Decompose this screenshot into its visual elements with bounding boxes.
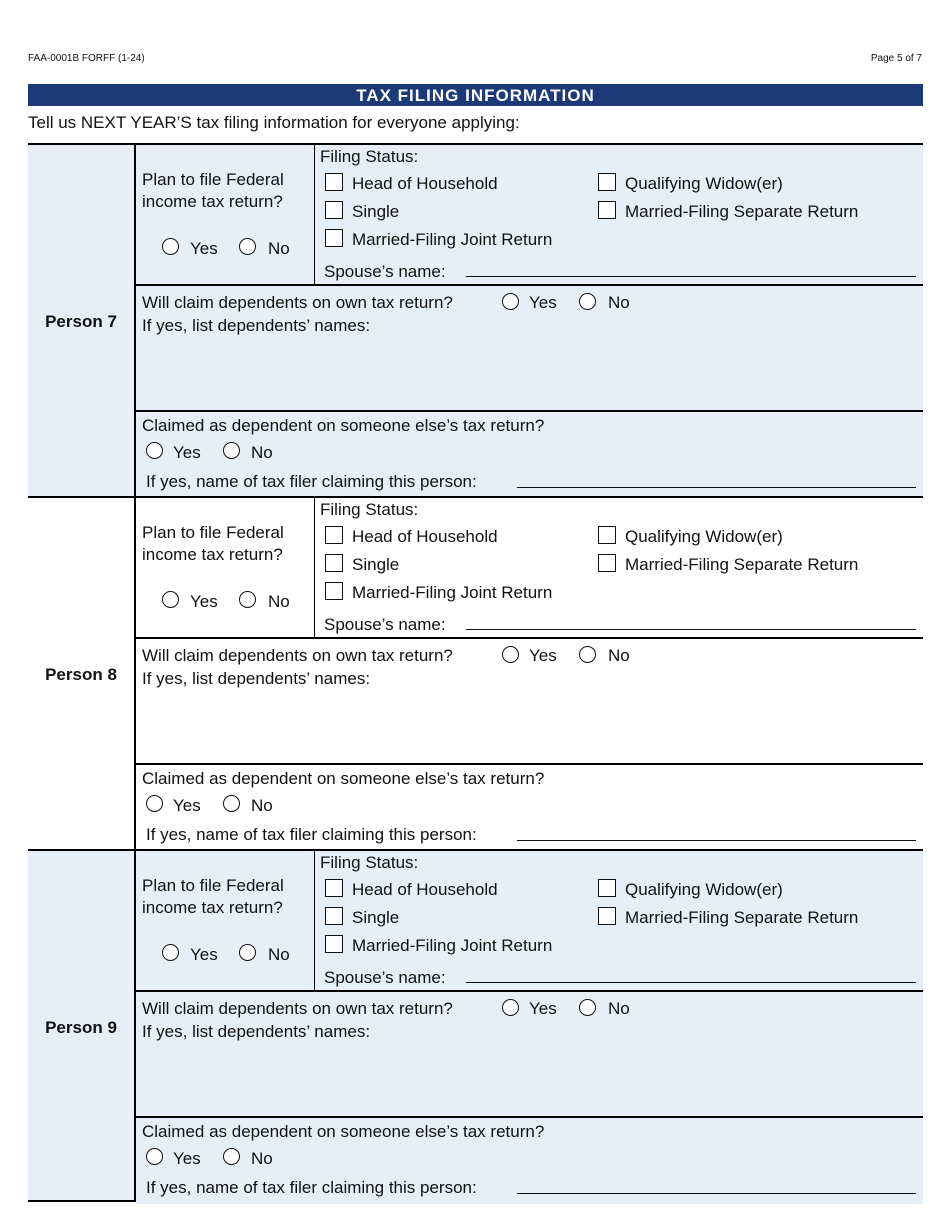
claimed-yes-radio[interactable] xyxy=(146,795,163,812)
plan-to-file-cell xyxy=(136,851,315,990)
married-separate-label: Married-Filing Separate Return xyxy=(625,908,859,927)
claim-no-label: No xyxy=(608,646,630,665)
claimed-no-label: No xyxy=(251,443,273,462)
filing-row xyxy=(136,851,923,992)
claimed-row xyxy=(136,412,923,498)
form-id: FAA-0001B FORFF (1-24) xyxy=(28,53,145,64)
claimed-yes-radio[interactable] xyxy=(146,1148,163,1165)
spouse-name-field[interactable] xyxy=(466,276,916,277)
single-checkbox[interactable] xyxy=(325,907,343,925)
plan-yes-radio[interactable] xyxy=(162,591,179,608)
person-label-cell xyxy=(28,498,136,849)
plan-to-file-label-1: Plan to file Federal xyxy=(142,876,284,895)
single-checkbox[interactable] xyxy=(325,554,343,572)
plan-to-file-cell xyxy=(136,145,315,284)
married-separate-checkbox[interactable] xyxy=(598,907,616,925)
spouse-name-field[interactable] xyxy=(466,982,916,983)
married-joint-checkbox[interactable] xyxy=(325,935,343,953)
plan-to-file-cell xyxy=(136,498,315,637)
section-title: TAX FILING INFORMATION xyxy=(28,84,923,106)
plan-yes-label: Yes xyxy=(190,592,218,611)
plan-no-label: No xyxy=(268,945,290,964)
claimed-row xyxy=(136,1118,923,1204)
filing-status-label: Filing Status: xyxy=(320,500,419,519)
page-number: Page 5 of 7 xyxy=(870,53,922,64)
spouse-name-label: Spouse’s name: xyxy=(324,615,446,634)
claimed-yes-label: Yes xyxy=(173,1149,201,1168)
claim-yes-label: Yes xyxy=(529,999,557,1018)
claimed-no-label: No xyxy=(251,796,273,815)
head-of-household-checkbox[interactable] xyxy=(325,879,343,897)
dependents-row xyxy=(136,286,923,412)
qualifying-widow-label: Qualifying Widow(er) xyxy=(625,880,783,899)
claimed-no-radio[interactable] xyxy=(223,442,240,459)
qualifying-widow-label: Qualifying Widow(er) xyxy=(625,174,783,193)
claim-dependents-label: Will claim dependents on own tax return? xyxy=(142,646,453,665)
plan-yes-label: Yes xyxy=(190,945,218,964)
person-label: Person 9 xyxy=(45,1018,117,1037)
claim-dependents-label: Will claim dependents on own tax return? xyxy=(142,999,453,1018)
qualifying-widow-label: Qualifying Widow(er) xyxy=(625,527,783,546)
person-block xyxy=(28,496,923,849)
tax-filer-name-field[interactable] xyxy=(517,487,916,488)
married-separate-checkbox[interactable] xyxy=(598,201,616,219)
filing-status-cell xyxy=(315,851,923,990)
claimed-row xyxy=(136,765,923,851)
married-joint-checkbox[interactable] xyxy=(325,582,343,600)
list-dependents-label: If yes, list dependents’ names: xyxy=(142,316,371,335)
claim-no-radio[interactable] xyxy=(579,999,596,1016)
filing-status-cell xyxy=(315,145,923,284)
qualifying-widow-checkbox[interactable] xyxy=(598,879,616,897)
married-separate-label: Married-Filing Separate Return xyxy=(625,555,859,574)
tax-filer-name-field[interactable] xyxy=(517,1193,916,1194)
plan-no-label: No xyxy=(268,592,290,611)
claimed-no-radio[interactable] xyxy=(223,795,240,812)
list-dependents-label: If yes, list dependents’ names: xyxy=(142,1022,371,1041)
claim-no-radio[interactable] xyxy=(579,646,596,663)
head-of-household-label: Head of Household xyxy=(352,880,498,899)
claimed-yes-label: Yes xyxy=(173,796,201,815)
plan-no-label: No xyxy=(268,239,290,258)
filing-status-label: Filing Status: xyxy=(320,147,419,166)
plan-to-file-label-1: Plan to file Federal xyxy=(142,170,284,189)
filing-status-cell xyxy=(315,498,923,637)
married-joint-label: Married-Filing Joint Return xyxy=(352,230,553,249)
head-of-household-checkbox[interactable] xyxy=(325,526,343,544)
dependents-row xyxy=(136,992,923,1118)
claim-yes-radio[interactable] xyxy=(502,999,519,1016)
claimed-as-dependent-label: Claimed as dependent on someone else’s tax return? xyxy=(142,416,545,435)
list-dependents-label: If yes, list dependents’ names: xyxy=(142,669,371,688)
head-of-household-checkbox[interactable] xyxy=(325,173,343,191)
claimed-as-dependent-label: Claimed as dependent on someone else’s tax return? xyxy=(142,769,545,788)
plan-to-file-label-2: income tax return? xyxy=(142,898,283,917)
plan-yes-radio[interactable] xyxy=(162,238,179,255)
qualifying-widow-checkbox[interactable] xyxy=(598,526,616,544)
married-separate-checkbox[interactable] xyxy=(598,554,616,572)
single-checkbox[interactable] xyxy=(325,201,343,219)
filing-status-label: Filing Status: xyxy=(320,853,419,872)
person-label-cell xyxy=(28,145,136,496)
claim-no-label: No xyxy=(608,999,630,1018)
single-label: Single xyxy=(352,908,400,927)
single-label: Single xyxy=(352,202,400,221)
head-of-household-label: Head of Household xyxy=(352,527,498,546)
qualifying-widow-checkbox[interactable] xyxy=(598,173,616,191)
claimed-no-label: No xyxy=(251,1149,273,1168)
plan-to-file-label-1: Plan to file Federal xyxy=(142,523,284,542)
person-label: Person 7 xyxy=(45,312,117,331)
spouse-name-label: Spouse’s name: xyxy=(324,262,446,281)
claim-no-label: No xyxy=(608,293,630,312)
filing-row xyxy=(136,498,923,639)
claim-yes-label: Yes xyxy=(529,293,557,312)
person-block xyxy=(28,143,923,496)
person-block xyxy=(28,849,923,1202)
claim-yes-label: Yes xyxy=(529,646,557,665)
head-of-household-label: Head of Household xyxy=(352,174,498,193)
spouse-name-label: Spouse’s name: xyxy=(324,968,446,987)
plan-to-file-label-2: income tax return? xyxy=(142,192,283,211)
person-label-cell xyxy=(28,851,136,1200)
plan-yes-label: Yes xyxy=(190,239,218,258)
married-joint-checkbox[interactable] xyxy=(325,229,343,247)
claimed-yes-label: Yes xyxy=(173,443,201,462)
married-separate-label: Married-Filing Separate Return xyxy=(625,202,859,221)
tax-filer-name-label: If yes, name of tax filer claiming this person: xyxy=(146,1178,477,1197)
spouse-name-field[interactable] xyxy=(466,629,916,630)
tax-filer-name-label: If yes, name of tax filer claiming this person: xyxy=(146,472,477,491)
person-label: Person 8 xyxy=(45,665,117,684)
claim-yes-radio[interactable] xyxy=(502,646,519,663)
claim-dependents-label: Will claim dependents on own tax return? xyxy=(142,293,453,312)
intro-text: Tell us NEXT YEAR’S tax filing information for everyone applying: xyxy=(28,113,520,132)
plan-no-radio[interactable] xyxy=(239,591,256,608)
claimed-yes-radio[interactable] xyxy=(146,442,163,459)
tax-filer-name-field[interactable] xyxy=(517,840,916,841)
married-joint-label: Married-Filing Joint Return xyxy=(352,583,553,602)
dependents-row xyxy=(136,639,923,765)
filing-row xyxy=(136,145,923,286)
plan-no-radio[interactable] xyxy=(239,238,256,255)
plan-no-radio[interactable] xyxy=(239,944,256,961)
married-joint-label: Married-Filing Joint Return xyxy=(352,936,553,955)
claim-yes-radio[interactable] xyxy=(502,293,519,310)
single-label: Single xyxy=(352,555,400,574)
tax-filer-name-label: If yes, name of tax filer claiming this person: xyxy=(146,825,477,844)
claimed-as-dependent-label: Claimed as dependent on someone else’s tax return? xyxy=(142,1122,545,1141)
plan-to-file-label-2: income tax return? xyxy=(142,545,283,564)
plan-yes-radio[interactable] xyxy=(162,944,179,961)
claim-no-radio[interactable] xyxy=(579,293,596,310)
claimed-no-radio[interactable] xyxy=(223,1148,240,1165)
